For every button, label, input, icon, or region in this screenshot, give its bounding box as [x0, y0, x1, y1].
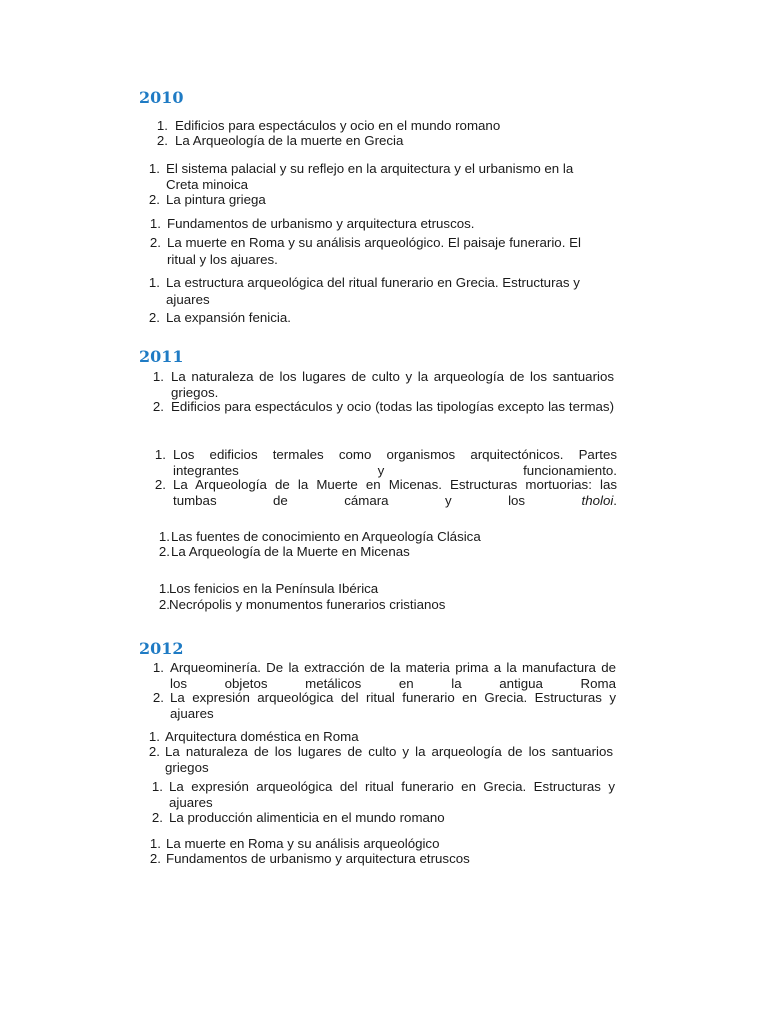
list-item-text: Fundamentos de urbanismo y arquitectura etruscos.: [167, 216, 475, 231]
list-number: 1.: [149, 836, 161, 851]
list-number: 1.: [156, 118, 168, 133]
list-item-text: Edificios para espectáculos y ocio en el mundo romano: [175, 118, 501, 133]
list-number: 1.: [148, 729, 160, 744]
list-number: 2.: [149, 851, 161, 866]
list-item-text: La producción alimenticia en el mundo romano: [169, 810, 445, 825]
list-number: 2.: [151, 810, 163, 825]
list-number: 1.: [152, 660, 164, 675]
list-item-text: La Arqueología de la Muerte en Micenas. Estructuras mortuorias: las tumbas de cámara y los tholoi.: [173, 477, 617, 508]
list-item-text: La muerte en Roma y su análisis arqueológico: [166, 836, 440, 851]
list-item-text: Los fenicios en la Península Ibérica: [169, 581, 379, 596]
list-item-text: Edificios para espectáculos y ocio (todas las tipologías excepto las termas): [171, 399, 614, 414]
list-number: 1.: [152, 369, 164, 384]
list-item-text: Necrópolis y monumentos funerarios cristianos: [169, 597, 446, 612]
list-number: 2.: [154, 477, 166, 492]
list-number: 2.: [148, 192, 160, 207]
list-number: 2.: [148, 744, 160, 759]
list-number: 2.: [158, 597, 170, 612]
list-item-text: Arqueominería. De la extracción de la materia prima a la manufactura de los objetos metálicos en la antigua Roma: [170, 660, 616, 691]
year-heading-2011: 2011: [139, 347, 184, 366]
italic-term: tholoi: [581, 492, 614, 508]
list-number: 2.: [152, 399, 164, 414]
list-item-text: La estructura arqueológica del ritual funerario en Grecia. Estructuras y ajuares: [166, 275, 580, 307]
list-number: 1.: [158, 529, 170, 544]
year-heading-2012: 2012: [139, 639, 184, 658]
list-number: 2.: [148, 310, 160, 325]
list-item-text: La expansión fenicia.: [166, 310, 291, 325]
list-number: 1.: [149, 216, 161, 231]
list-item-text: Las fuentes de conocimiento en Arqueología Clásica: [171, 529, 481, 544]
list-number: 1.: [148, 161, 160, 176]
list-item-text: Arquitectura doméstica en Roma: [165, 729, 359, 744]
list-number: 1.: [154, 447, 166, 462]
list-item-text: La expresión arqueológica del ritual funerario en Grecia. Estructuras y ajuares: [170, 690, 616, 721]
list-item-text: La pintura griega: [166, 192, 266, 207]
list-item-text: El sistema palacial y su reflejo en la arquitectura y el urbanismo en la Creta minoica: [166, 161, 574, 192]
list-number: 1.: [158, 581, 170, 596]
list-item-text: Fundamentos de urbanismo y arquitectura etruscos: [166, 851, 470, 866]
list-item-text: La Arqueología de la Muerte en Micenas: [171, 544, 410, 559]
list-item-text: La muerte en Roma y su análisis arqueológico. El paisaje funerario. El ritual y los ajuares.: [167, 235, 581, 267]
list-item-text: La Arqueología de la muerte en Grecia: [175, 133, 404, 148]
list-item-text: La naturaleza de los lugares de culto y la arqueología de los santuarios griegos.: [171, 369, 614, 400]
list-number: 2.: [156, 133, 168, 148]
list-item-text: Los edificios termales como organismos arquitectónicos. Partes integrantes y funcionamiento.: [173, 447, 617, 478]
list-number: 1.: [148, 275, 160, 290]
list-number: 1.: [151, 779, 163, 794]
year-heading-2010: 2010: [139, 88, 184, 107]
list-item-text: La expresión arqueológica del ritual funerario en Grecia. Estructuras y ajuares: [169, 779, 615, 810]
list-item-text: La naturaleza de los lugares de culto y la arqueología de los santuarios griegos: [165, 744, 613, 775]
list-number: 2.: [149, 235, 161, 250]
list-number: 2.: [152, 690, 164, 705]
list-number: 2.: [158, 544, 170, 559]
